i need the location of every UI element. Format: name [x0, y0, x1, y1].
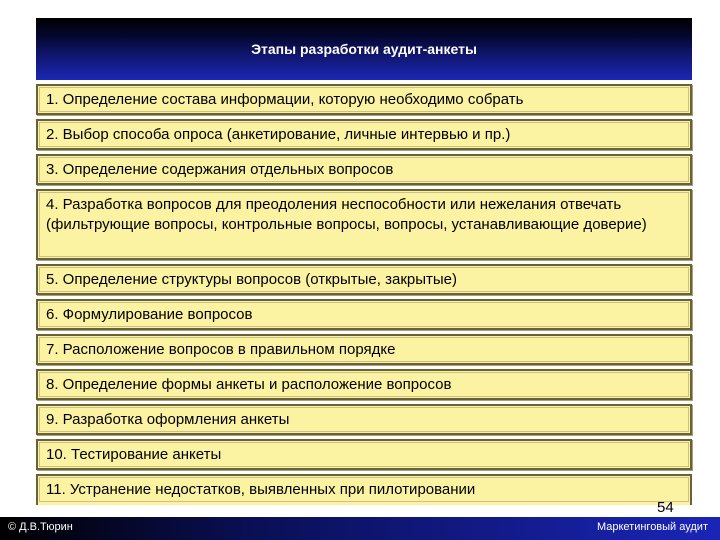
footer-bar: [0, 517, 720, 540]
step-item: 7. Расположение вопросов в правильном порядке: [36, 334, 692, 365]
step-item: 3. Определение содержания отдельных вопросов: [36, 154, 692, 185]
step-item: 9. Разработка оформления анкеты: [36, 404, 692, 435]
slide-title: Этапы разработки аудит-анкеты: [251, 41, 477, 57]
step-item: 1. Определение состава информации, которую необходимо собрать: [36, 84, 692, 115]
step-item: 5. Определение структуры вопросов (открытые, закрытые): [36, 264, 692, 295]
step-item: 10. Тестирование анкеты: [36, 439, 692, 470]
step-item: 11. Устранение недостатков, выявленных при пилотировании: [36, 474, 692, 505]
steps-list: [36, 84, 692, 509]
footer-author: © Д.В.Тюрин: [8, 521, 73, 533]
slide-title-bar: [36, 18, 692, 80]
step-item: 6. Формулирование вопросов: [36, 299, 692, 330]
footer-course: Маркетинговый аудит: [596, 521, 708, 533]
step-item: 2. Выбор способа опроса (анкетирование, личные интервью и пр.): [36, 119, 692, 150]
step-item: 4. Разработка вопросов для преодоления неспособности или нежелания отвечать (фильтрующие вопросы, контрольные вопросы, вопросы, устанавливающие доверие): [36, 189, 692, 260]
step-item: 8. Определение формы анкеты и расположение вопросов: [36, 369, 692, 400]
page-number: 54: [657, 499, 674, 516]
